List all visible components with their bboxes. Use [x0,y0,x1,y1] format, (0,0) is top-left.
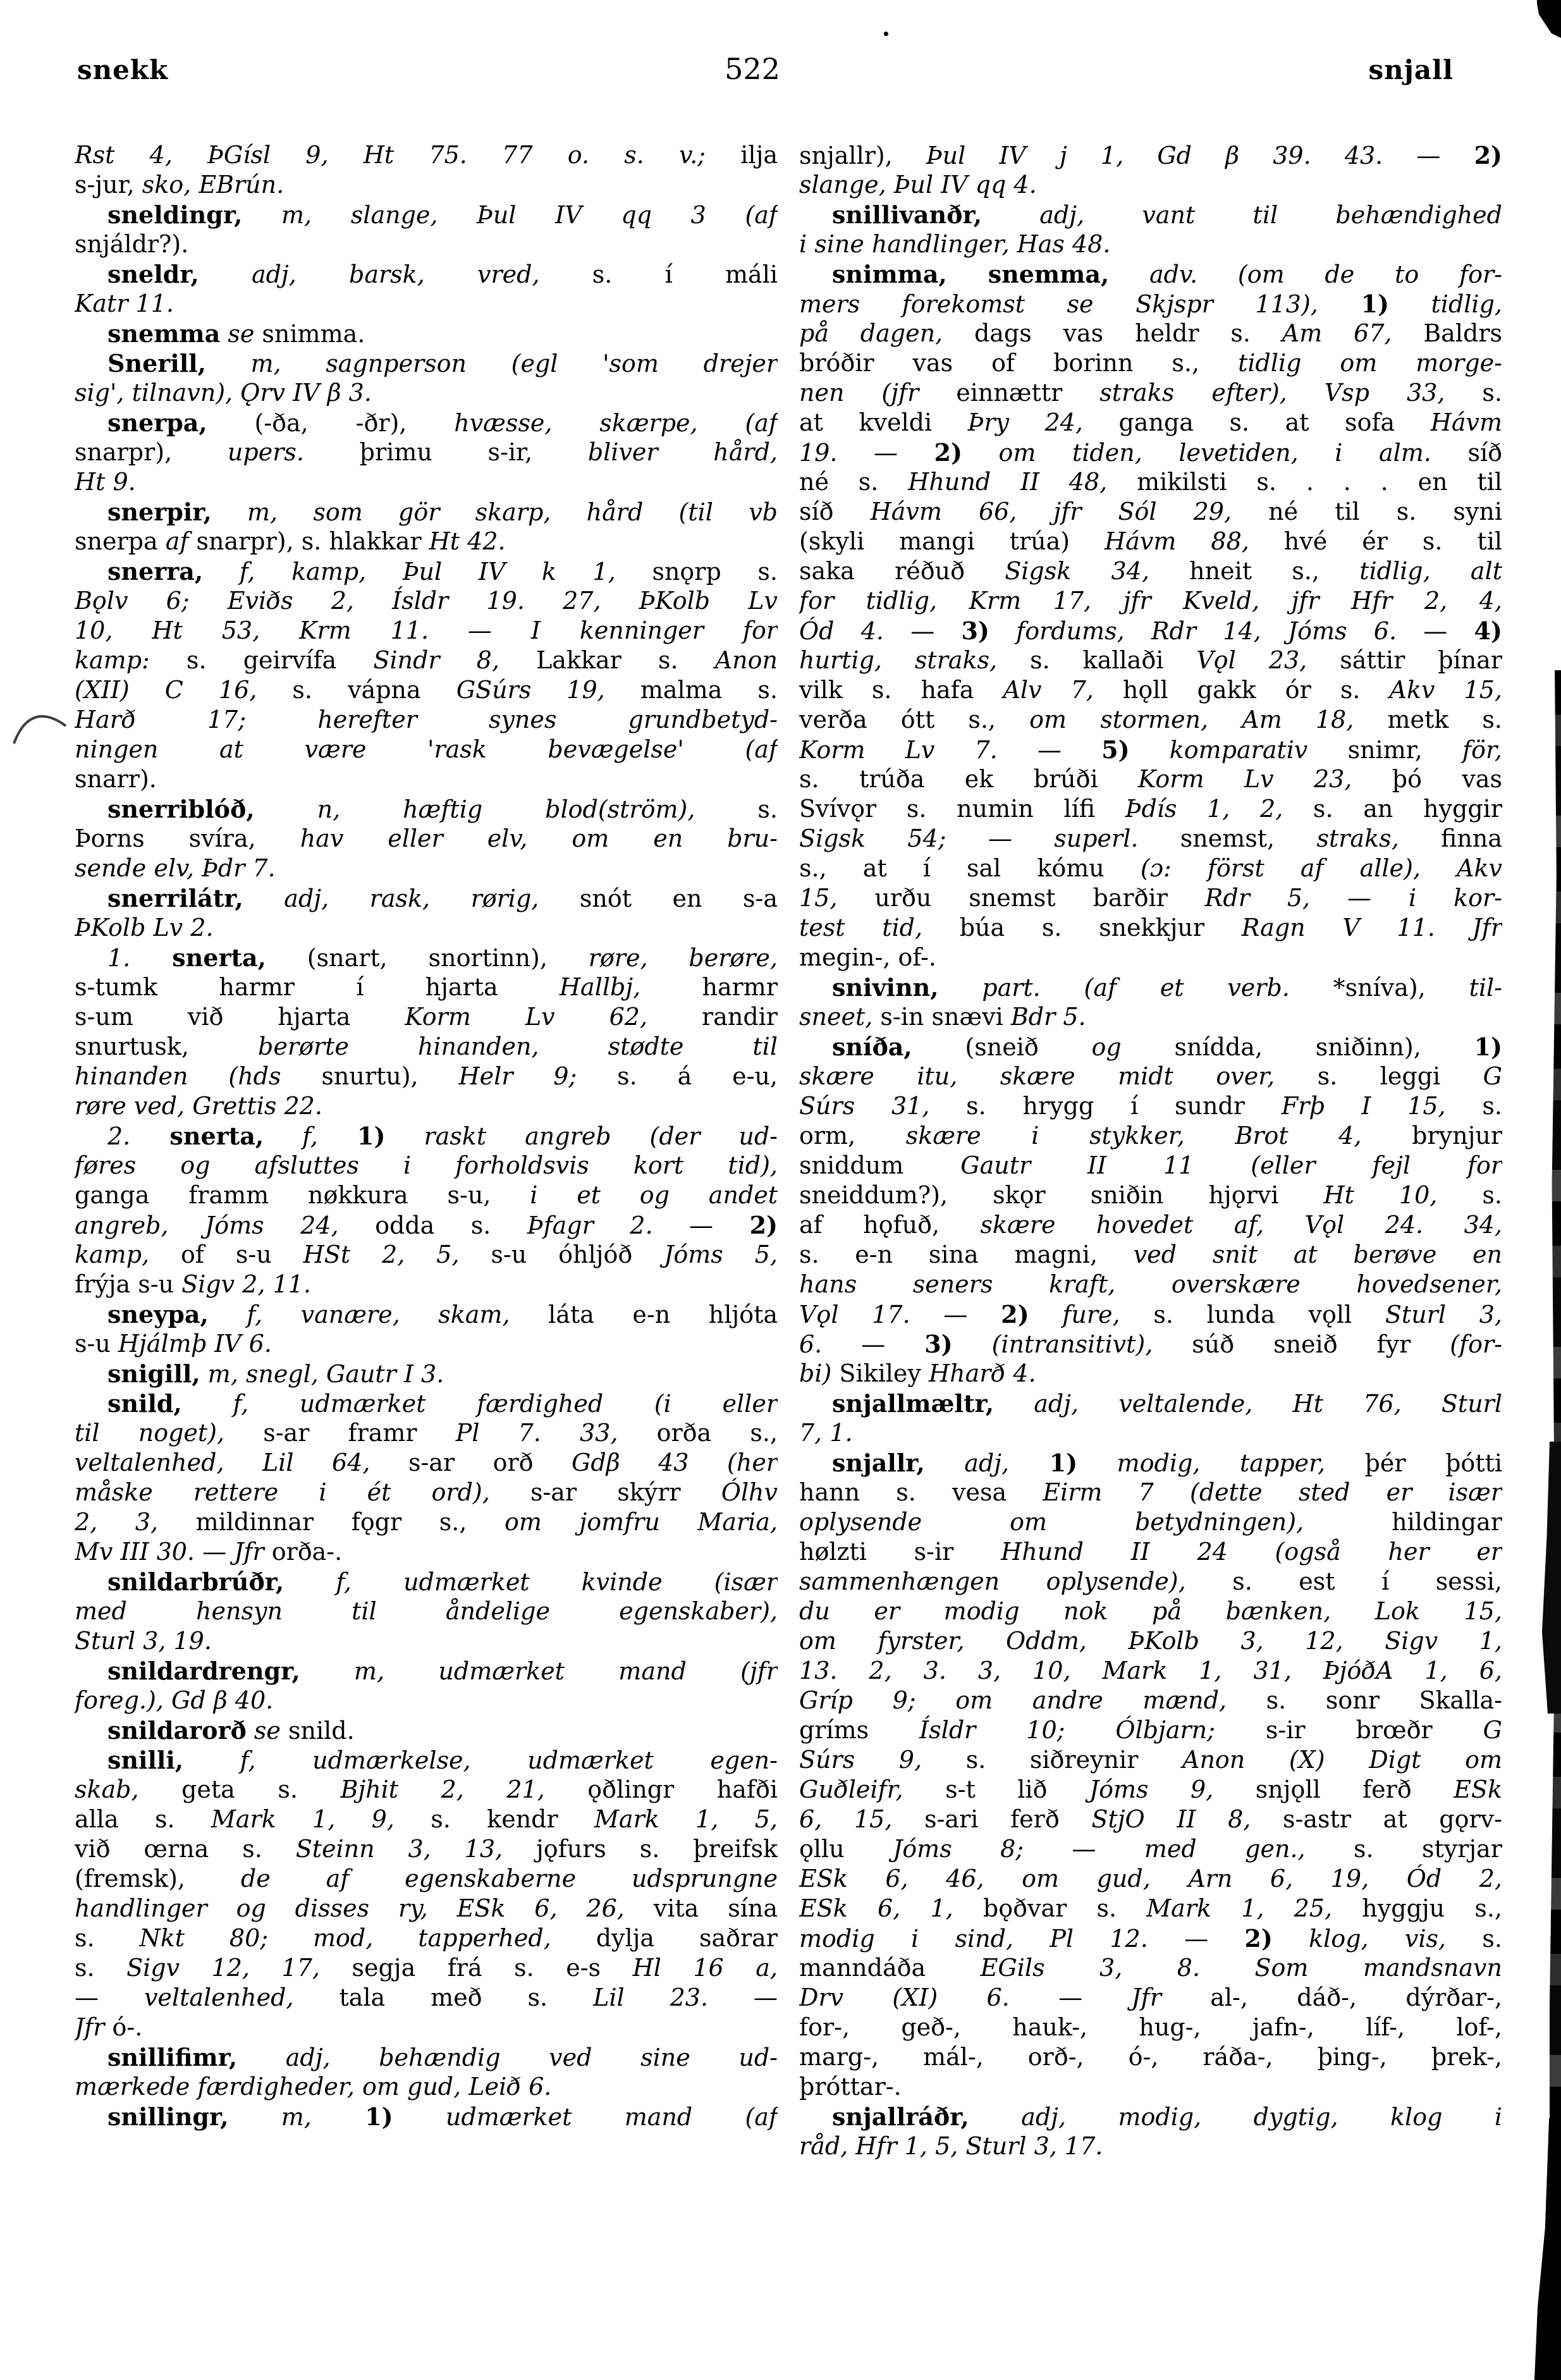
dictionary-line: snjallr, adj, 1) modig, tapper, þér þótti [832,1449,1502,1477]
dictionary-line: snarpr), upers. þrimu s-ir, bliver hård, [75,438,778,466]
dictionary-line: du er modig nok på bænken, Lok 15, [799,1597,1502,1625]
dictionary-line: til noget), s-ar framr Pl 7. 33, orða s., [75,1419,778,1447]
dictionary-line: (XII) C 16, s. vápna GSúrs 19, malma s. [75,676,778,704]
dictionary-line: snigill, m, snegl, Gautr I 3. [107,1359,444,1388]
dictionary-line: s-um við hjarta Korm Lv 62, randir [75,1003,778,1031]
dictionary-line: hans seners kraft, overskære hovedsener, [799,1270,1502,1298]
dictionary-line: ǫllu Jóms 8; — med gen., s. styrjar [799,1835,1502,1863]
dictionary-line: Harð 17; herefter synes grundbetyd- [75,706,778,733]
dictionary-line: sende elv, Þdr 7. [75,854,276,882]
dictionary-line: 19. — 2) om tiden, levetiden, i alm. síð [799,438,1502,467]
dictionary-line: handlinger og disses ry, ESk 6, 26, vita sína [75,1894,778,1922]
scan-edge-artifact-mid [1542,1442,1561,1714]
dictionary-line: s-u Hjálmþ IV 6. [75,1330,272,1358]
dictionary-line: snjallmæltr, adj, veltalende, Ht 76, Sturl [832,1389,1502,1418]
dictionary-line: for tidlig, Krm 17, jfr Kveld, jfr Hfr 2, 4, [799,587,1502,615]
dictionary-line: manndáða EGils 3, 8. Som mandsnavn [799,1954,1502,1982]
dictionary-line: Sturl 3, 19. [75,1627,212,1655]
dictionary-line: slange, Þul IV qq 4. [799,171,1037,199]
dictionary-line: (skyli mangi trúa) Hávm 88, hvé ér s. til [799,527,1502,555]
dictionary-line: snild, f, udmærket færdighed (i eller [107,1389,778,1418]
dictionary-line: snurtusk, berørte hinanden, stødte til [75,1033,778,1060]
dictionary-line: alla s. Mark 1, 9, s. kendr Mark 1, 5, [75,1805,778,1833]
dictionary-line: snjallr), Þul IV j 1, Gd β 39. 43. — 2) [799,141,1502,169]
dictionary-line: på dagen, dags vas heldr s. Am 67, Baldrs [799,319,1502,347]
dictionary-line: Jfr ó-. [75,2013,143,2041]
dictionary-line: måske rettere i ét ord), s-ar skýrr Ólhv [75,1478,778,1506]
dictionary-line: skære itu, skære midt over, s. leggi G [799,1062,1502,1090]
dictionary-line: kamp, of s-u HSt 2, 5, s-u óhljóð Jóms 5, [75,1241,778,1268]
dictionary-line: snivinn, part. (af et verb. *sníva), til- [832,973,1502,1002]
dictionary-line: bróðir vas of borinn s., tidlig om morge- [799,349,1502,377]
dictionary-line: hurtig, straks, s. kallaði Vǫl 23, sáttir þínar [799,646,1502,674]
dictionary-line: veltalenhed, Lil 64, s-ar orð Gdβ 43 (her [75,1449,778,1476]
dictionary-line: síð Hávm 66, jfr Sól 29, né til s. syni [799,498,1502,525]
dictionary-line: sneet, s-in snævi Bdr 5. [799,1003,1086,1031]
dictionary-line: snjáldr?). [75,230,189,258]
dictionary-line: snemma se snimma. [107,319,365,348]
dictionary-line: snildarbrúðr, f, udmærket kvinde (især [107,1567,778,1596]
dictionary-line: Gríp 9; om andre mænd, s. sonr Skalla- [799,1686,1502,1714]
dictionary-line: Bǫlv 6; Eviðs 2, Ísldr 19. 27, ÞKolb Lv [75,587,778,615]
dictionary-line: orm, skære i stykker, Brot 4, brynjur [799,1122,1502,1150]
dictionary-line: saka réðuð Sigsk 34, hneit s., tidlig, alt [799,557,1502,585]
dictionary-line: hølzti s-ir Hhund II 24 (også her er [799,1538,1502,1566]
left-column [75,140,778,2161]
dictionary-line: s-tumk harmr í hjarta Hallbj, harmr [75,973,778,1001]
dictionary-line: 7, 1. [799,1419,853,1447]
dictionary-line: sammenhængen oplysende), s. est í sessi, [799,1567,1502,1595]
scan-edge-artifact-top [1537,0,1561,38]
dictionary-line: hann s. vesa Eirm 7 (dette sted er især [799,1478,1502,1506]
dictionary-line: Mv III 30. — Jfr orða-. [75,1538,343,1566]
dictionary-line: Korm Lv 7. — 5) komparativ snimr, för, [799,735,1502,764]
dictionary-line: af hǫfuð, skære hovedet af, Vǫl 24. 34, [799,1211,1502,1239]
dictionary-line: 1. snerta, (snart, snortinn), røre, berøre, [107,943,778,972]
dictionary-line: for-, geð-, hauk-, hug-, jafn-, líf-, lof-, [799,2013,1502,2041]
dictionary-line: s. Nkt 80; mod, tapperhed, dylja saðrar [75,1924,778,1952]
dictionary-line: sig', tilnavn), Ǫrv IV β 3. [75,379,372,407]
dictionary-line: test tid, búa s. snekkjur Ragn V 11. Jfr [799,914,1502,942]
dictionary-line: Ód 4. — 3) fordums, Rdr 14, Jóms 6. — 4) [799,616,1502,645]
dictionary-line: sneiddum?), skǫr sniðin hjǫrvi Ht 10, s. [799,1181,1502,1209]
dictionary-line: i sine handlinger, Has 48. [799,230,1111,258]
dictionary-line: ganga framm nøkkura s-u, i et og andet [75,1181,778,1209]
dictionary-line: snillivanðr, adj, vant til behændighed [832,200,1502,229]
dictionary-line: 2. snerta, f, 1) raskt angreb (der ud- [107,1122,778,1150]
dictionary-line: frýja s-u Sigv 2, 11. [75,1270,311,1298]
dictionary-line: megin-, of-. [799,943,936,971]
dictionary-line: sniddum Gautr II 11 (eller fejl for [799,1151,1502,1179]
dictionary-line: þróttar-. [799,2073,902,2101]
dictionary-line: s., at í sal kómu (ɔ: först af alle), Akv [799,854,1502,882]
dictionary-line: s. e-n sina magni, ved snit at berøve en [799,1241,1502,1268]
dictionary-line: bi) Sikiley Hharð 4. [799,1359,1036,1387]
dictionary-line: sníða, (sneið og snídda, sniðinn), 1) [832,1033,1502,1061]
dictionary-line: marg-, mál-, orð-, ó-, ráða-, þing-, þrek-, [799,2043,1502,2071]
dictionary-line: med hensyn til åndelige egenskaber), [75,1597,778,1625]
dictionary-line: 6, 15, s-ari ferð StjO II 8, s-astr at gǫrv- [799,1805,1502,1833]
dictionary-line: ningen at være 'rask bevægelse' (af [75,735,778,763]
header-keyword-left: snekk [77,54,169,85]
dictionary-line: foreg.), Gd β 40. [75,1686,274,1714]
dictionary-line: snerpir, m, som gör skarp, hård (til vb [107,498,778,526]
dictionary-line: Drv (XI) 6. — Jfr al-, dáð-, dýrðar-, [799,1984,1502,2011]
pen-mark-artifact [10,703,71,758]
right-column [799,140,1502,2161]
dictionary-line: nen (jfr einnættr straks efter), Vsp 33, s. [799,379,1502,407]
dictionary-line: Snerill, m, sagnperson (egl 'som drejer [107,349,778,377]
dictionary-line: 2, 3, mildinnar fǫgr s., om jomfru Maria, [75,1508,778,1536]
dictionary-line: gríms Ísldr 10; Ólbjarn; s-ir brœðr G [799,1716,1502,1744]
scan-speck [884,32,888,36]
dictionary-line: snarr). [75,765,157,793]
dictionary-line: modig i sind, Pl 12. — 2) klog, vis, s. [799,1924,1502,1953]
dictionary-line: sneypa, f, vanære, skam, láta e-n hljóta [107,1300,778,1328]
dictionary-line: om fyrster, Oddm, ÞKolb 3, 12, Sigv 1, [799,1627,1502,1655]
dictionary-line: við œrna s. Steinn 3, 13, jǫfurs s. þreifsk [75,1835,778,1863]
dictionary-line: s. trúða ek brúði Korm Lv 23, þó vas [799,765,1502,793]
dictionary-line: at kveldi Þry 24, ganga s. at sofa Hávm [799,408,1502,436]
dictionary-line: (fremsk), de af egenskaberne udsprungne [75,1865,778,1892]
dictionary-line: Svívǫr s. numin lífi Þdís 1, 2, s. an hyggir [799,795,1502,823]
dictionary-line: angreb, Jóms 24, odda s. Þfagr 2. — 2) [75,1211,778,1239]
dictionary-line: 13. 2, 3. 3, 10, Mark 1, 31, ÞjóðA 1, 6, [799,1657,1502,1684]
dictionary-line: 6. — 3) (intransitivt), súð sneið fyr (for- [799,1330,1502,1358]
header-keyword-right: snjall [1368,54,1454,85]
dictionary-line: vilk s. hafa Alv 7, hǫll gakk ór s. Akv 15, [799,676,1502,704]
dictionary-line: Rst 4, ÞGísl 9, Ht 75. 77 o. s. v.; ilja [75,141,778,169]
dictionary-line: snerra, f, kamp, Þul IV k 1, snǫrp s. [107,557,778,586]
dictionary-line: ÞKolb Lv 2. [75,914,214,942]
dictionary-line: Súrs 31, s. hrygg í sundr Frþ I 15, s. [799,1092,1502,1120]
dictionary-line: 10, Ht 53, Krm 11. — I kenninger for [75,616,778,644]
dictionary-line: råd, Hfr 1, 5, Sturl 3, 17. [799,2132,1103,2160]
dictionary-line: sneldr, adj, barsk, vred, s. í máli [107,260,778,288]
dictionary-line: né s. Hhund II 48, mikilsti s. . . . en til [799,468,1502,496]
dictionary-line: Ht 9. [75,468,136,496]
dictionary-line: Vǫl 17. — 2) fure, s. lunda vǫll Sturl 3, [799,1300,1502,1328]
dictionary-line: snildarorð se snild. [107,1716,355,1745]
dictionary-line: oplysende om betydningen), hildingar [799,1508,1502,1536]
dictionary-line: ESk 6, 1, bǫðvar s. Mark 1, 25, hyggju s., [799,1894,1502,1922]
scan-edge-artifact-bottom [1534,2118,1561,2380]
dictionary-line: sneldingr, m, slange, Þul IV qq 3 (af [107,200,778,229]
dictionary-line: 15, urðu snemst barðir Rdr 5, — i kor- [799,884,1502,912]
dictionary-line: Sigsk 54; — superl. snemst, straks, finna [799,825,1502,852]
dictionary-line: mers forekomst se Skjspr 113), 1) tidlig, [799,290,1502,318]
dictionary-line: snilli, f, udmærkelse, udmærket egen- [107,1746,778,1774]
dictionary-line: mærkede færdigheder, om gud, Leið 6. [75,2073,552,2101]
text-columns [75,140,1502,2161]
dictionary-line: snildardrengr, m, udmærket mand (jfr [107,1657,778,1685]
dictionary-line: Guðleifr, s-t lið Jóms 9, snjǫll ferð ESk [799,1776,1502,1803]
dictionary-line: — veltalenhed, tala með s. Lil 23. — [75,1984,778,2011]
dictionary-line: snjallráðr, adj, modig, dygtig, klog i [832,2102,1502,2131]
dictionary-line: føres og afsluttes i forholdsvis kort tid), [75,1151,778,1179]
dictionary-line: snerriblóð, n, hæftig blod(ström), s. [107,795,778,823]
dictionary-line: Súrs 9, s. siðreynir Anon (X) Digt om [799,1746,1502,1774]
dictionary-line: hinanden (hds snurtu), Helr 9; s. á e-u, [75,1062,778,1090]
dictionary-line: snillifimr, adj, behændig ved sine ud- [107,2043,778,2071]
dictionary-line: snerrilátr, adj, rask, rørig, snót en s-a [107,884,778,912]
dictionary-line: snillingr, m, 1) udmærket mand (af [107,2102,778,2131]
page-number: 522 [725,52,780,86]
dictionary-line: Þorns svíra, hav eller elv, om en bru- [75,825,778,852]
dictionary-line: skab, geta s. Bjhit 2, 21, ǫðlingr hafði [75,1776,778,1803]
dictionary-line: ESk 6, 46, om gud, Arn 6, 19, Ód 2, [799,1865,1502,1892]
dictionary-line: verða ótt s., om stormen, Am 18, metk s. [799,706,1502,733]
dictionary-line: snerpa, (-ða, -ðr), hvæsse, skærpe, (af [107,408,778,437]
dictionary-line: røre ved, Grettis 22. [75,1092,322,1120]
dictionary-line: s. Sigv 12, 17, segja frá s. e-s Hl 16 a, [75,1954,778,1982]
dictionary-line: snerpa af snarpr), s. hlakkar Ht 42. [75,527,506,555]
dictionary-line: s-jur, sko, EBrún. [75,171,285,199]
dictionary-line: snimma, snemma, adv. (om de to for- [832,260,1502,288]
dictionary-line: Katr 11. [75,290,174,317]
dictionary-line: kamp: s. geirvífa Sindr 8, Lakkar s. Anon [75,646,778,674]
